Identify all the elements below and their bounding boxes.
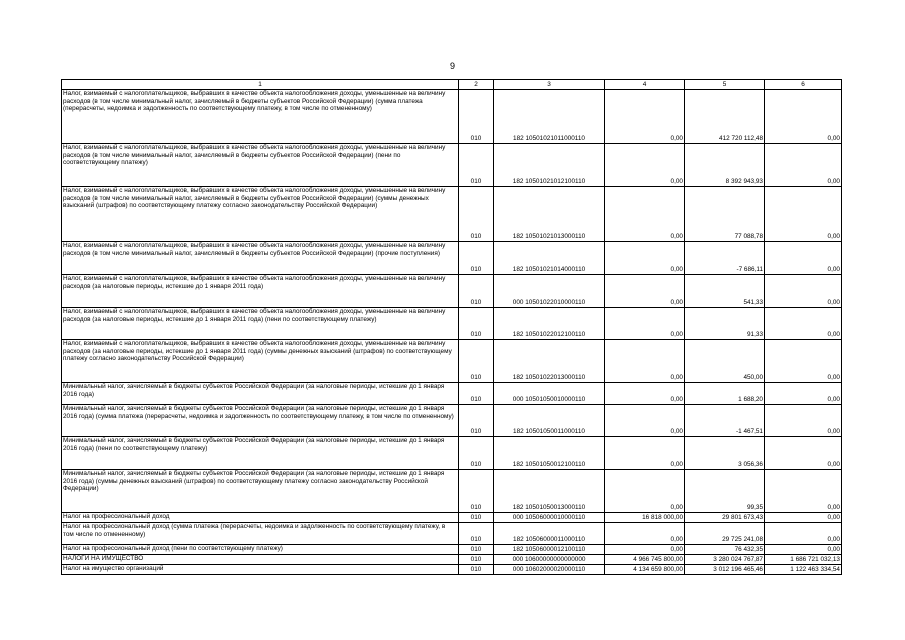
row-line-code: 010 <box>459 275 494 308</box>
table-row <box>62 513 842 523</box>
row-name: Налог, взимаемый с налогоплательщиков, выбравших в качестве объекта налогообложения доходы, уменьшенные на величину расходов (за налоговые периоды, истекшие до 1 января 2011 года) (суммы денежных взысканий (штрафов) по соответствующему платежу согласно законодательству Российской Федерации) <box>62 340 459 383</box>
row-col4-value: 0,00 <box>605 275 685 308</box>
row-line-code: 010 <box>459 513 494 523</box>
table-row <box>62 565 842 575</box>
row-line-code: 010 <box>459 187 494 242</box>
row-col5-value: 29 801 673,43 <box>685 513 765 523</box>
row-col6-value: 0,00 <box>765 187 842 242</box>
row-col5-value: 3 056,36 <box>685 437 765 470</box>
row-name: Налог, взимаемый с налогоплательщиков, выбравших в качестве объекта налогообложения доходы, уменьшенные на величину расходов (за налоговые периоды, истекшие до 1 января 2011 года) (пени по соответствующему платежу) <box>62 308 459 340</box>
row-col5-value: 450,00 <box>685 340 765 383</box>
table-row <box>62 187 842 242</box>
row-line-code: 010 <box>459 405 494 437</box>
row-col6-value: 0,00 <box>765 545 842 555</box>
row-name: Налог на профессиональный доход <box>62 513 459 523</box>
row-budget-code: 182 10501050012100110 <box>494 437 605 470</box>
row-col5-value: 3 012 196 465,46 <box>685 565 765 575</box>
row-col4-value: 0,00 <box>605 523 685 545</box>
row-col4-value: 0,00 <box>605 545 685 555</box>
table-row <box>62 275 842 308</box>
row-budget-code: 182 10501021013000110 <box>494 187 605 242</box>
row-line-code: 010 <box>459 555 494 565</box>
row-col5-value: -1 467,51 <box>685 405 765 437</box>
row-col5-value: 8 392 943,93 <box>685 144 765 187</box>
row-name: Налог на профессиональный доход (сумма платежа (перерасчеты, недоимка и задолженность по соответствующему платежу, в том числе по отмененному) <box>62 523 459 545</box>
row-budget-code: 000 10501022010000110 <box>494 275 605 308</box>
column-header: 3 <box>494 80 605 90</box>
row-budget-code: 182 10501021014000110 <box>494 242 605 275</box>
row-col6-value: 1 686 721 032,13 <box>765 555 842 565</box>
table-row <box>62 437 842 470</box>
table-row <box>62 242 842 275</box>
row-name: Налог на профессиональный доход (пени по соответствующему платежу) <box>62 545 459 555</box>
row-col6-value: 0,00 <box>765 383 842 405</box>
row-budget-code: 182 10506000012100110 <box>494 545 605 555</box>
table-row <box>62 555 842 565</box>
row-budget-code: 182 10501021011000110 <box>494 90 605 144</box>
row-col6-value: 0,00 <box>765 308 842 340</box>
row-budget-code: 182 10501050011000110 <box>494 405 605 437</box>
row-col5-value: 412 720 112,48 <box>685 90 765 144</box>
row-col5-value: 76 432,35 <box>685 545 765 555</box>
column-header: 5 <box>685 80 765 90</box>
row-line-code: 010 <box>459 383 494 405</box>
row-line-code: 010 <box>459 545 494 555</box>
row-col4-value: 0,00 <box>605 437 685 470</box>
row-line-code: 010 <box>459 144 494 187</box>
table-row <box>62 405 842 437</box>
row-col6-value: 0,00 <box>765 144 842 187</box>
row-line-code: 010 <box>459 242 494 275</box>
row-col5-value: -7 686,11 <box>685 242 765 275</box>
table-row <box>62 144 842 187</box>
row-name: Минимальный налог, зачисляемый в бюджеты субъектов Российской Федерации (за налоговые периоды, истекшие до 1 января 2016 года) (суммы денежных взысканий (штрафов) по соответствующему платежу согласно законодательству Российской Федерации) <box>62 470 459 513</box>
revenue-table <box>61 79 842 575</box>
row-budget-code: 182 10501022013000110 <box>494 340 605 383</box>
row-name: Минимальный налог, зачисляемый в бюджеты субъектов Российской Федерации (за налоговые периоды, истекшие до 1 января 2016 года) <box>62 383 459 405</box>
row-line-code: 010 <box>459 437 494 470</box>
row-col6-value: 1 122 463 334,54 <box>765 565 842 575</box>
column-header: 6 <box>765 80 842 90</box>
table-row <box>62 90 842 144</box>
row-col4-value: 0,00 <box>605 144 685 187</box>
row-col4-value: 0,00 <box>605 90 685 144</box>
row-col6-value: 0,00 <box>765 340 842 383</box>
row-col6-value: 0,00 <box>765 513 842 523</box>
row-line-code: 010 <box>459 470 494 513</box>
row-col6-value: 0,00 <box>765 405 842 437</box>
row-name: Налог на имущество организаций <box>62 565 459 575</box>
row-budget-code: 182 10501021012100110 <box>494 144 605 187</box>
row-line-code: 010 <box>459 523 494 545</box>
row-col6-value: 0,00 <box>765 242 842 275</box>
row-name: Налог, взимаемый с налогоплательщиков, выбравших в качестве объекта налогообложения доходы, уменьшенные на величину расходов (в том числе минимальный налог, зачисляемый в бюджеты субъектов Российской Федерации) (сумма платежа (перерасчеты, недоимка и задолженность по соответствующему платежу, в том числе по отмененному) <box>62 90 459 144</box>
row-col5-value: 541,33 <box>685 275 765 308</box>
row-col6-value: 0,00 <box>765 437 842 470</box>
row-name: Минимальный налог, зачисляемый в бюджеты субъектов Российской Федерации (за налоговые периоды, истекшие до 1 января 2016 года) (пени по соответствующему платежу) <box>62 437 459 470</box>
row-budget-code: 000 10501050010000110 <box>494 383 605 405</box>
column-header: 2 <box>459 80 494 90</box>
row-name: НАЛОГИ НА ИМУЩЕСТВО <box>62 555 459 565</box>
table-row <box>62 340 842 383</box>
row-col6-value: 0,00 <box>765 523 842 545</box>
table-row <box>62 523 842 545</box>
table-row <box>62 470 842 513</box>
row-col4-value: 16 818 000,00 <box>605 513 685 523</box>
row-col4-value: 0,00 <box>605 470 685 513</box>
column-header: 1 <box>62 80 459 90</box>
row-col5-value: 1 688,20 <box>685 383 765 405</box>
table-row <box>62 383 842 405</box>
row-name: Минимальный налог, зачисляемый в бюджеты субъектов Российской Федерации (за налоговые периоды, истекшие до 1 января 2016 года) (сумма платежа (перерасчеты, недоимка и задолженность по соответствующему платежу, в том числе по отмененному) <box>62 405 459 437</box>
column-header: 4 <box>605 80 685 90</box>
row-budget-code: 182 10501050013000110 <box>494 470 605 513</box>
row-col4-value: 4 966 745 800,00 <box>605 555 685 565</box>
row-col5-value: 77 088,78 <box>685 187 765 242</box>
table-row <box>62 545 842 555</box>
row-budget-code: 182 10506000011000110 <box>494 523 605 545</box>
row-col4-value: 0,00 <box>605 308 685 340</box>
row-name: Налог, взимаемый с налогоплательщиков, выбравших в качестве объекта налогообложения доходы, уменьшенные на величину расходов (в том числе минимальный налог, зачисляемый в бюджеты субъектов Российской Федерации) (суммы денежных взысканий (штрафов) по соответствующему платежу согласно законодательству Российской Федерации) <box>62 187 459 242</box>
row-name: Налог, взимаемый с налогоплательщиков, выбравших в качестве объекта налогообложения доходы, уменьшенные на величину расходов (в том числе минимальный налог, зачисляемый в бюджеты субъектов Российской Федерации) (прочие поступления) <box>62 242 459 275</box>
row-line-code: 010 <box>459 90 494 144</box>
row-col4-value: 4 134 659 800,00 <box>605 565 685 575</box>
row-budget-code: 000 10600000000000000 <box>494 555 605 565</box>
row-budget-code: 182 10501022012100110 <box>494 308 605 340</box>
row-col6-value: 0,00 <box>765 275 842 308</box>
row-budget-code: 000 10602000020000110 <box>494 565 605 575</box>
table-row <box>62 308 842 340</box>
row-col4-value: 0,00 <box>605 340 685 383</box>
row-name: Налог, взимаемый с налогоплательщиков, выбравших в качестве объекта налогообложения доходы, уменьшенные на величину расходов (за налоговые периоды, истекшие до 1 января 2011 года) <box>62 275 459 308</box>
row-col5-value: 99,35 <box>685 470 765 513</box>
row-col5-value: 91,33 <box>685 308 765 340</box>
row-col6-value: 0,00 <box>765 90 842 144</box>
row-line-code: 010 <box>459 340 494 383</box>
page-number: 9 <box>449 61 455 71</box>
row-col5-value: 3 280 024 767,87 <box>685 555 765 565</box>
row-col4-value: 0,00 <box>605 405 685 437</box>
row-col4-value: 0,00 <box>605 187 685 242</box>
row-name: Налог, взимаемый с налогоплательщиков, выбравших в качестве объекта налогообложения доходы, уменьшенные на величину расходов (в том числе минимальный налог, зачисляемый в бюджеты субъектов Российской Федерации) (пени по соответствующему платежу) <box>62 144 459 187</box>
row-line-code: 010 <box>459 308 494 340</box>
row-budget-code: 000 10506000010000110 <box>494 513 605 523</box>
header-row <box>62 80 842 90</box>
row-col5-value: 29 725 241,08 <box>685 523 765 545</box>
row-col4-value: 0,00 <box>605 242 685 275</box>
row-col4-value: 0,00 <box>605 383 685 405</box>
row-line-code: 010 <box>459 565 494 575</box>
row-col6-value: 0,00 <box>765 470 842 513</box>
